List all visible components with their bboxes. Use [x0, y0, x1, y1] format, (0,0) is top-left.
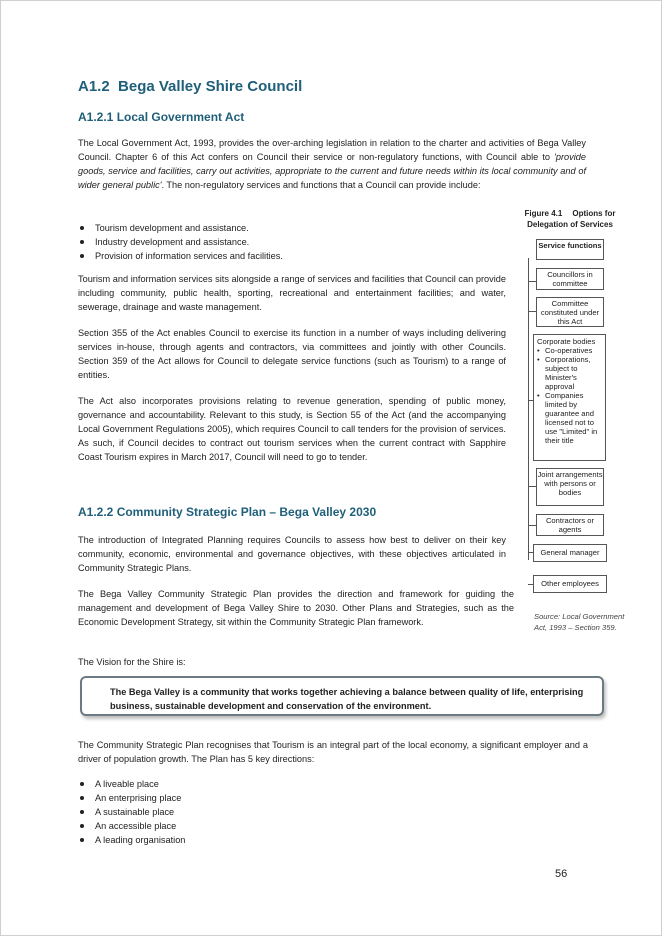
list-item: An enterprising place — [78, 791, 378, 805]
corporate-bodies-title: Corporate bodies — [537, 337, 596, 346]
local-govt-act-para-2: Tourism and information services sits alongside a range of services and facilities that Council can provide including community, public health, sporting, recreational and entertainment facilities; and water, sewerage, drainage and waste management. — [78, 274, 506, 312]
list-item: An accessible place — [78, 819, 378, 833]
list-item: Provision of information services and facilities. — [78, 249, 498, 263]
list-item: • Corporations, subject to Minister's approval — [537, 355, 602, 391]
org-box-joint-arrangements: Joint arrangements with persons or bodies — [536, 468, 604, 506]
org-connector-line — [528, 258, 529, 560]
strategic-plan-para-2: The Bega Valley Community Strategic Plan provides the direction and framework for guiding the management and development of Bega Valley Shire to 2030. Other Plans and Strategies, such as the Economic Development Strategy, sit within the Community Strategic Plan framework. — [78, 589, 514, 627]
local-govt-act-para-4: The Act also incorporates provisions relating to revenue generation, spending of public money, governance and accountability. Relevant to this study, is Section 55 of the Act (and the accompanying Local Government Regulations 2005), which requires Council to call tenders for the provision of services. As such, if Council decides to contract out tourism services when the current contract with Sapphire Coast Tourism expires in March 2017, Council will need to go to tender. — [78, 396, 506, 462]
functions-list — [78, 221, 498, 263]
org-box-corporate-bodies — [533, 334, 606, 461]
list-item: • Companies limited by guarantee and licensed not to use "Limited" in their title — [537, 391, 602, 445]
list-item: A liveable place — [78, 777, 378, 791]
section-title: Bega Valley Shire Council — [118, 78, 303, 95]
strategic-plan-para-1: The introduction of Integrated Planning requires Councils to assess how best to deliver on their key community, economic, environmental and governance objectives, with these objectives articulated in Community Strategic Plans. — [78, 535, 506, 573]
org-box-general-manager: General manager — [533, 544, 607, 562]
corporate-bodies-list — [537, 346, 602, 445]
strategic-plan-heading: A1.2.2 Community Strategic Plan – Bega Valley 2030 — [78, 505, 377, 519]
figure-title — [514, 208, 626, 230]
section-number: A1.2 — [78, 78, 110, 95]
figure-caption: Options for Delegation of Services — [527, 209, 616, 229]
vision-statement-box — [80, 676, 604, 716]
list-item: Industry development and assistance. — [78, 235, 498, 249]
org-box-councillors: Councillors in committee — [536, 268, 604, 290]
para-1-quote: 'provide goods, service and facilities, carry out activities, appropriate to the current and future needs within its local community and of wider general public' — [78, 152, 586, 190]
local-govt-act-para-3: Section 355 of the Act enables Council to exercise its function in a number of ways including delivering services in-house, through agents and contractors, via committees and jointly with other Councils. Section 359 of the Act allows for Council to delegate service functions (such as Tourism) to a range of entities. — [78, 328, 506, 380]
org-connector — [528, 281, 536, 282]
list-item: Tourism development and assistance. — [78, 221, 498, 235]
para-1-text-end: . The non-regulatory services and functions that a Council can provide include: — [161, 180, 481, 190]
org-box-contractors: Contractors or agents — [536, 514, 604, 536]
list-item: • Co-operatives — [537, 346, 602, 355]
local-govt-act-para-1 — [78, 136, 586, 192]
vision-intro: The Vision for the Shire is: — [78, 657, 186, 667]
section-heading — [78, 78, 302, 95]
org-box-committee: Committee constituted under this Act — [536, 297, 604, 327]
vision-statement: The Bega Valley is a community that works together achieving a balance between quality of life, enterprising business, sustainable development and conservation of the environment. — [110, 687, 584, 711]
figure-label: Figure 4.1 — [524, 209, 563, 218]
org-box-other-employees: Other employees — [533, 575, 607, 593]
para-1-text: The Local Government Act, 1993, provides the over-arching legislation in relation to the charter and activities of Bega Valley Council. Chapter 6 of this Act confers on Council their service or non-regulatory functions, with Council able to — [78, 138, 586, 162]
org-connector — [528, 311, 536, 312]
key-directions-list — [78, 777, 378, 847]
org-connector — [528, 525, 536, 526]
list-item: A leading organisation — [78, 833, 378, 847]
page-number: 56 — [555, 868, 568, 880]
list-item: A sustainable place — [78, 805, 378, 819]
figure-source: Source: Local Government Act, 1993 – Section 359. — [534, 612, 625, 632]
strategic-plan-para-3: The Community Strategic Plan recognises that Tourism is an integral part of the local economy, a significant employer and a driver of population growth. The Plan has 5 key directions: — [78, 740, 588, 764]
org-connector — [528, 486, 536, 487]
local-govt-act-heading: A1.2.1 Local Government Act — [78, 110, 245, 124]
org-box-service-functions: Service functions — [536, 239, 604, 260]
